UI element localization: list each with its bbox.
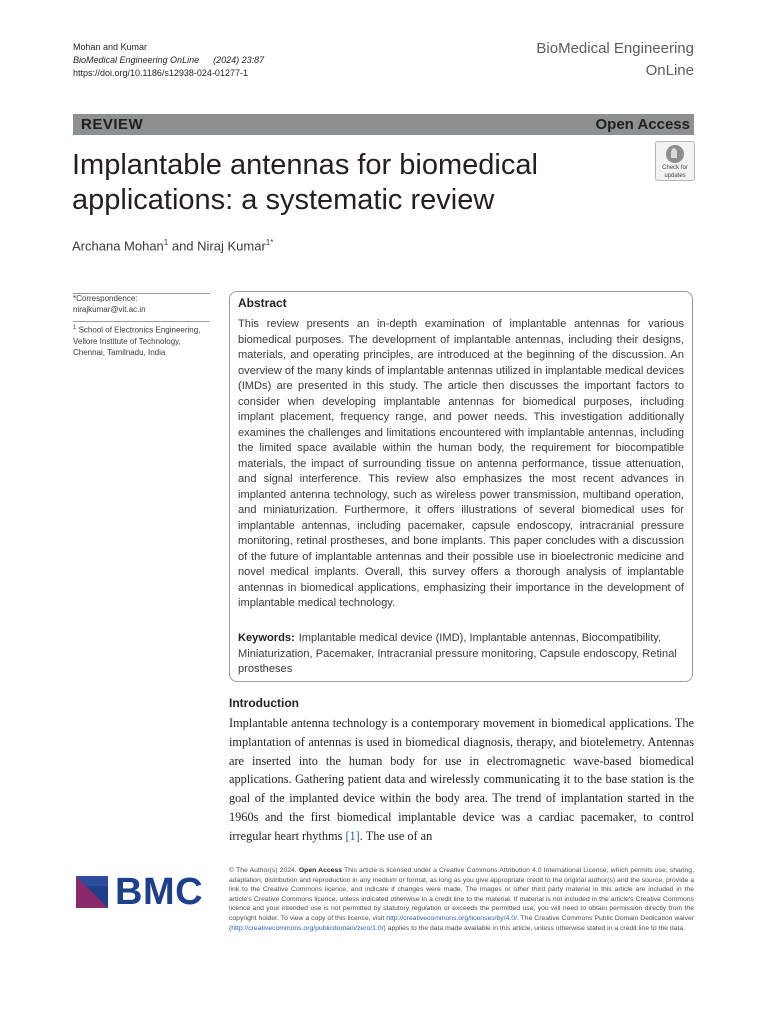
header-authors: Mohan and Kumar (73, 42, 148, 52)
introduction-text (229, 714, 694, 846)
affiliation-marker: 1 (73, 325, 77, 331)
license-tail: ) applies to the data made available in this article, unless otherwise stated in a credit line to the data. (383, 924, 686, 932)
abstract-heading: Abstract (238, 296, 287, 310)
article-header-meta (73, 41, 264, 80)
journal-logo (536, 38, 694, 82)
journal-logo-line2: OnLine (645, 62, 694, 79)
publisher-logo (76, 871, 210, 914)
license-lead: © The Author(s) 2024. (229, 867, 299, 874)
author-separator: and (168, 238, 198, 254)
author-name[interactable]: Niraj Kumar (197, 238, 266, 254)
introduction-body-cont: . The use of an (359, 828, 433, 843)
bmc-mark-icon (76, 876, 108, 908)
journal-logo-line1: BioMedical Engineering (536, 40, 694, 57)
header-volume: (2024) 23:87 (213, 55, 265, 65)
author-affiliation-marker: 1 (163, 238, 169, 247)
public-domain-link[interactable]: http://creativecommons.org/publicdomain/zero/1.0/ (231, 924, 384, 932)
correspondence-email[interactable]: nirajkumar@vit.ac.in (73, 305, 146, 314)
header-journal: BioMedical Engineering OnLine (73, 55, 200, 65)
affiliation-text: School of Electronics Engineering, Vellore Institute of Technology, Chennai, Tamilnadu, India (73, 325, 201, 357)
crossmark-icon (666, 145, 684, 163)
article-title: Implantable antennas for biomedical applications: a systematic review (72, 149, 538, 216)
license-text (229, 866, 694, 933)
license-body: This article is licensed under a Creative Commons Attribution 4.0 International License, which permits use, sharing, adaptation, distribution and reproduction in any medium or format, as long as you give appropriate credit to the original author(s) and the source, provide a link to the Creative Commons licence, and indicate if changes were made. The images or other third party material in this article are included in the article's Creative Commons licence, unless indicated otherwise in a credit line to the material. If material is not included in the article's Creative Commons licence and your intended use is not permitted by statutory regulation or exceeds the permitted use, you will need to obtain permission directly from the copyright holder. To view a copy of this licence, visit (229, 867, 694, 922)
header-doi-link[interactable]: https://doi.org/10.1186/s12938-024-01277-1 (73, 68, 248, 78)
open-access-label: Open Access (595, 116, 690, 133)
correspondence-label: *Correspondence: (73, 294, 138, 303)
affiliation-block (73, 323, 210, 358)
author-affiliation-marker: 1* (265, 238, 274, 247)
crossmark-label-2: updates (664, 173, 686, 179)
introduction-heading: Introduction (229, 696, 299, 710)
publisher-logo-text: BMC (115, 871, 204, 913)
keywords-label: Keywords: (238, 632, 295, 644)
abstract-text: This review presents an in-depth examination of implantable antennas for various biomedical purposes. The development of implantable antennas, including their designs, materials, and operating principles, are introduced at the beginning of the discussion. An overview of the many kinds of implantable antennas utilized in implantable medical devices (IMDs) are presented in this study. The article then discusses the important factors to consider when developing implantable antennas for biomedical purposes, including implant placement, frequency range, and power needs. This investigation additionally examines the challenges and limitations encountered with implantable antennas, including the limited space available within the human body, the requirement for biocompatible materials, the impact of surrounding tissue on antenna performance, tissue attenuation, and signal interference. This review also emphasizes the most recent advances in implanted antenna technology, such as wireless power transmission, multiband operation, and miniaturization. Furthermore, it offers illustrations of several biomedical uses for implantable antennas, including pacemaker, capsule endoscopy, intracranial pressure monitoring, retinal prostheses, and bone implants. This paper concludes with a discussion of the future of implantable antennas and their possible use in bioelectronic medicine and novel medical implants. Overall, this survey offers a thorough analysis of implantable antennas in biomedical applications, emphasizing their importance in the development of implantable medical technology. (238, 318, 684, 609)
correspondence-block (73, 293, 210, 315)
author-list (72, 238, 273, 253)
article-type-banner (73, 114, 694, 135)
check-for-updates-badge[interactable] (655, 141, 695, 181)
author-name[interactable]: Archana Mohan (72, 238, 164, 254)
sidebar-divider (73, 321, 210, 322)
citation-link[interactable]: [1] (345, 828, 360, 843)
introduction-body: Implantable antenna technology is a contemporary movement in biomedical applications. The implantation of antennas is used in biomedical diagnosis, therapy, and biotelemetry. Antennas are inserted into the human body for use in electromagnetic wave-based biomedical applications. Gathering patient data and wirelessly communicating it to the base station is the goal of the implanted device within the body area. The trend of implantation started in the 1960s and the first biomedical implantable device was a cardiac pacemaker, to control irregular heart rhythms (229, 716, 694, 843)
license-link[interactable]: http://creativecommons.org/licenses/by/4.0/ (386, 914, 517, 922)
keywords (238, 631, 684, 678)
crossmark-label-1: Check for (662, 165, 688, 171)
keywords-list: Implantable medical device (IMD), Implantable antennas, Biocompatibility, Miniaturization, Pacemaker, Intracranial pressure monitoring, Capsule endoscopy, Retinal prostheses (238, 632, 677, 675)
license-oa: Open Access (298, 867, 342, 874)
article-type-label: REVIEW (81, 116, 144, 133)
license-mid: . The Creative Commons Public Domain Dedication waiver ( (229, 914, 694, 932)
